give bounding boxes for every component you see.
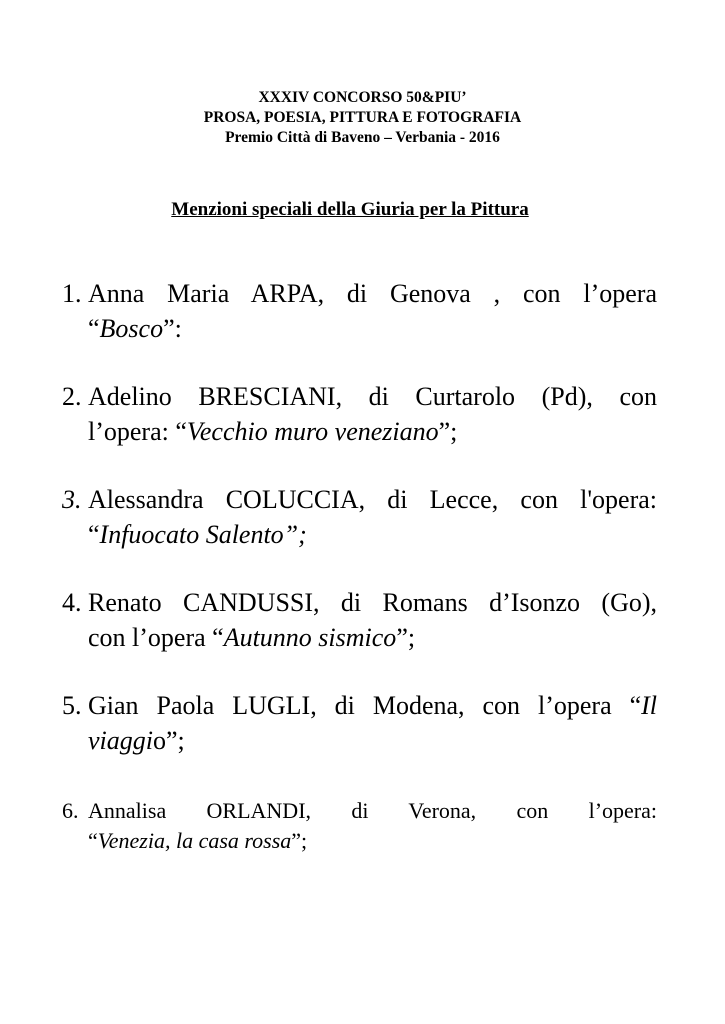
document-header	[0, 88, 725, 148]
item-text: Adelino BRESCIANI, di Curtarolo (Pd), con	[88, 382, 657, 411]
item-text: Alessandra COLUCCIA, di Lecce, con l'opera:	[88, 485, 657, 514]
work-title: Autunno sismico	[223, 623, 397, 652]
open-quote: “	[88, 520, 100, 549]
item-number: 3.	[62, 485, 82, 514]
work-title-end: viaggi	[88, 726, 153, 755]
item-number: 2.	[62, 382, 82, 411]
contest-title: XXXIV CONCORSO 50&PIU’	[258, 89, 467, 106]
list-item	[62, 585, 657, 655]
closing-punctuation: ”;	[438, 417, 458, 446]
item-text: Anna Maria ARPA, di Genova , con l’opera	[88, 279, 657, 308]
item-work-line	[88, 414, 657, 449]
list-item	[62, 688, 657, 758]
closing-punctuation: ”;	[291, 828, 308, 853]
work-prefix: con l’opera “	[88, 623, 224, 652]
work-prefix: l’opera: “	[88, 417, 187, 446]
list-item	[62, 796, 657, 856]
item-number: 1.	[62, 279, 82, 308]
list-item	[62, 482, 657, 552]
item-work-line	[88, 723, 657, 758]
work-title: Venezia, la casa rossa	[97, 828, 292, 853]
work-title: Vecchio muro veneziano	[186, 417, 439, 446]
closing-punctuation: ”;	[396, 623, 416, 652]
item-number: 4.	[62, 588, 82, 617]
item-text-line	[88, 688, 657, 723]
item-text: Renato CANDUSSI, di Romans d’Isonzo (Go),	[88, 588, 657, 617]
work-title: Bosco	[99, 314, 164, 343]
open-quote: “	[88, 314, 100, 343]
mentions-list	[62, 276, 657, 856]
item-work-line	[88, 826, 657, 856]
list-item	[62, 379, 657, 449]
item-work-line	[88, 620, 657, 655]
contest-categories: PROSA, POESIA, PITTURA E FOTOGRAFIA	[203, 109, 522, 126]
item-work-line	[88, 311, 657, 346]
list-item	[62, 276, 657, 346]
section-title: Menzioni speciali della Giuria per la Pittura	[171, 199, 529, 220]
closing-punctuation: ”:	[163, 314, 182, 343]
item-work-line	[88, 517, 657, 552]
closing-punctuation: o”;	[153, 726, 185, 755]
contest-prize: Premio Città di Baveno – Verbania - 2016	[225, 129, 500, 146]
work-title: Infuocato Salento”;	[99, 520, 307, 549]
open-quote: “	[88, 828, 98, 853]
item-number: 6.	[62, 798, 79, 823]
item-text: Annalisa ORLANDI, di Verona, con l’opera:	[88, 798, 657, 823]
item-number: 5.	[62, 691, 82, 720]
item-text: Gian Paola LUGLI, di Modena, con l’opera “	[88, 691, 642, 720]
work-title-start: Il	[641, 691, 657, 720]
